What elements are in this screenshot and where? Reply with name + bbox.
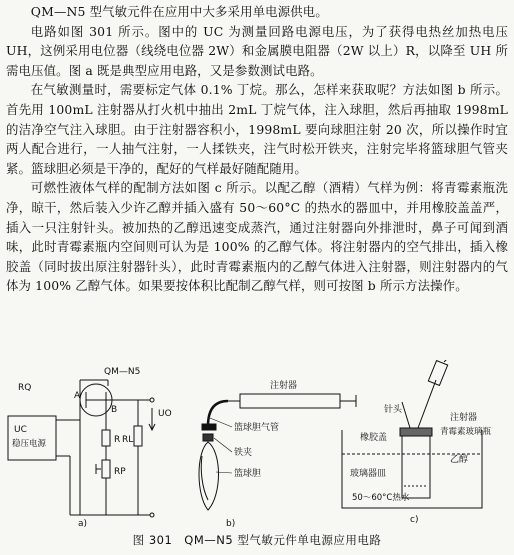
label-part-c: c) [410, 515, 419, 525]
c-label-dish: 玻璃器皿 [350, 469, 387, 479]
paragraph-4: 可燃性液体气样的配制方法如图 c 所示。以配乙醇（酒精）气样为例：将青霉素瓶洗净，晾干，然后装入少许乙醇并插入盛有 50～60°C 的热水的器皿中，并用橡胶盖盖严，插入一只注射针头。被加热的乙醇迅速变成蒸汽，通过注射器向外排泄时，鼻子可闻到酒味，此时青霉素瓶内空间则可认为是 100% 的乙醇气体。将注射器内的空气排出，插入橡胶盖（同时拔出原注射器针头），此时青霉素瓶内的乙醇气体进入注射器，则注射器内的气体为 100% 乙醇气体。如果要按体积比配制乙醇气样，则可按图 b 所示方法操作。 [6, 180, 508, 294]
label-part-a: a) [78, 519, 88, 529]
label-RP: RP [114, 467, 126, 477]
c-label-needle: 针头 [384, 405, 403, 415]
c-label-rubber: 橡胶盖 [360, 433, 388, 443]
rubber-cap [400, 428, 432, 436]
c-label-syringe: 注射器 [450, 413, 478, 423]
label-part-b: b) [226, 519, 236, 529]
label-UO: UO [158, 409, 172, 419]
paragraph-3: 在气敏测量时，需要标定气体 0.1% 丁烷。那么，怎样来获取呢？方法如图 b 所示。首先用 100mL 注射器从打火机中抽出 2mL 丁烷气体，注入球胆，然后再抽取 1998mL 的洁净空气注入球胆。由于注射器容积小，1998mL 要向球胆注射 20 次，所以操作时宜两人配合进行，一人抽气注射，一人揉铁夹，注气时松开铁夹，注射完毕将篮球胆气管夹紧。篮球胆必须是干净的，配好的气样最好随配随用。 [6, 82, 508, 176]
potentiometer-RP [102, 460, 110, 478]
label-B: B [111, 405, 118, 415]
label-supply: 稳压电源 [12, 439, 47, 449]
c-label-water: 50～60°C热水 [352, 493, 410, 503]
label-RQ: RQ [18, 383, 32, 393]
iron-clamp [203, 434, 213, 441]
c-label-ethanol: 乙醇 [450, 455, 469, 465]
label-RL: RL [122, 435, 134, 445]
label-R: R [114, 435, 121, 445]
label-UC: UC [14, 425, 27, 435]
label-QM: QM—N5 [104, 367, 141, 377]
c-label-bottle: 青霉素玻璃瓶 [440, 427, 492, 437]
paragraph-1: QM—N5 型气敏元件在应用中大多采用单电源供电。 [30, 4, 328, 19]
paragraph-2: 电路如图 301 所示。图中的 UC 为测量回路电源电压，为了获得电热丝加热电压 UH，这例采用电位器（线绕电位器 2W）和金属膜电阻器（2W 以上）R，以降至 UH 所需电压值。图 a 既是典型应用电路，又是参数测试电路。 [6, 23, 508, 78]
figure-301 [0, 360, 514, 530]
figure-b-setup [199, 394, 356, 510]
syringe-c [428, 361, 447, 386]
b-label-ball: 篮球胆 [234, 469, 262, 479]
power-supply-box [8, 416, 56, 460]
figure-caption: 图 301 QM—N5 型气敏元件单电源应用电路 [132, 533, 382, 547]
load-resistor-RL [134, 426, 142, 446]
resistor-R [102, 430, 110, 446]
b-label-clamp: 铁夹 [234, 448, 253, 458]
b-label-tube: 篮球胆气管 [234, 423, 280, 433]
label-A: A [74, 391, 81, 401]
syringe-barrel [240, 394, 340, 408]
body-text [6, 2, 508, 296]
penicillin-bottle [402, 436, 430, 498]
b-label-syringe: 注射器 [270, 381, 298, 391]
bladder-tube [208, 401, 228, 426]
